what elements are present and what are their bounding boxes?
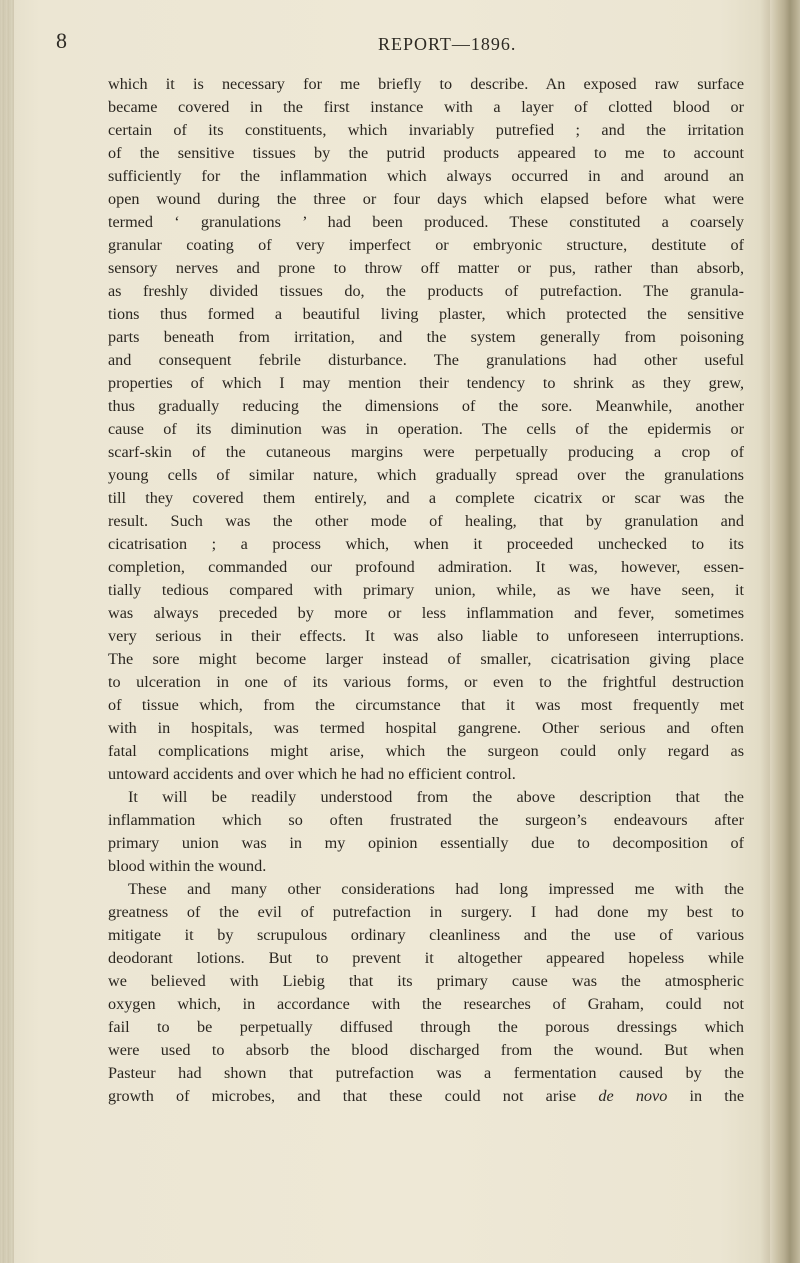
text-line: tially tedious compared with primary union, while, as we have seen, it (108, 581, 744, 599)
text-line: The sore might become larger instead of smaller, cicatrisation giving place (108, 650, 744, 668)
text-line: were used to absorb the blood discharged from the wound. But when (108, 1041, 744, 1059)
text-line: result. Such was the other mode of healing, that by granulation and (108, 512, 744, 530)
text-line: open wound during the three or four days which elapsed before what were (108, 190, 744, 208)
text-line: termed ‘ granulations ’ had been produced. These constituted a coarsely (108, 213, 744, 231)
text-line: to ulceration in one of its various forms, or even to the frightful destruction (108, 673, 744, 691)
text-line: sufficiently for the inflammation which always occurred in and around an (108, 167, 744, 185)
text-line: granular coating of very imperfect or embryonic structure, destitute of (108, 236, 744, 254)
text-line: young cells of similar nature, which gradually spread over the granulations (108, 466, 744, 484)
text-line: sensory nerves and prone to throw off matter or pus, rather than absorb, (108, 259, 744, 277)
text-line: we believed with Liebig that its primary cause was the atmospheric (108, 972, 744, 990)
text-line: cause of its diminution was in operation. The cells of the epidermis or (108, 420, 744, 438)
text-line: became covered in the first instance with a layer of clotted blood or (108, 98, 744, 116)
text-line-final (108, 1085, 744, 1108)
text-line: scarf-skin of the cutaneous margins were perpetually producing a crop of (108, 443, 744, 461)
text-line: certain of its constituents, which invariably putrefied ; and the irritation (108, 121, 744, 139)
text-line: was always preceded by more or less inflammation and fever, sometimes (108, 604, 744, 622)
text-line: deodorant lotions. But to prevent it altogether appeared hopeless while (108, 949, 744, 967)
text-line: and consequent febrile disturbance. The granulations had other useful (108, 351, 744, 369)
page-number: 8 (56, 28, 67, 53)
text-line: fatal complications might arise, which the surgeon could only regard as (108, 742, 744, 760)
final-line-tail: in the (689, 1087, 745, 1105)
text-line: of the sensitive tissues by the putrid products appeared to me to account (108, 144, 744, 162)
paragraph-end-line: blood within the wound. (108, 857, 267, 875)
text-line: cicatrisation ; a process which, when it proceeded unchecked to its (108, 535, 744, 553)
text-line: which it is necessary for me briefly to describe. An exposed raw surface (108, 75, 744, 93)
paragraph-start-line: It will be readily understood from the above description that the (128, 788, 744, 806)
page-edge-shadow (770, 0, 800, 1263)
text-line: fail to be perpetually diffused through the porous dressings which (108, 1018, 744, 1036)
running-head: REPORT—1896. (378, 34, 517, 54)
page-header (56, 28, 756, 58)
text-line: as freshly divided tissues do, the products of putrefaction. The granula- (108, 282, 744, 300)
text-line: very serious in their effects. It was also liable to unforeseen interruptions. (108, 627, 744, 645)
text-line: tions thus formed a beautiful living plaster, which protected the sensitive (108, 305, 744, 323)
text-line: parts beneath from irritation, and the system generally from poisoning (108, 328, 744, 346)
italic-phrase: de novo (598, 1087, 668, 1105)
text-line: mitigate it by scrupulous ordinary cleanliness and the use of various (108, 926, 744, 944)
binding-gutter (0, 0, 14, 1263)
text-line: primary union was in my opinion essentially due to decomposition of (108, 834, 744, 852)
body-text (108, 73, 744, 1108)
paragraph-start-line: These and many other considerations had long impressed me with the (128, 880, 744, 898)
paragraph-end-line: untoward accidents and over which he had no efficient control. (108, 765, 516, 783)
text-line: inflammation which so often frustrated the surgeon’s endeavours after (108, 811, 744, 829)
text-line: completion, commanded our profound admiration. It was, however, essen- (108, 558, 744, 576)
text-line: thus gradually reducing the dimensions of the sore. Meanwhile, another (108, 397, 744, 415)
text-line: properties of which I may mention their tendency to shrink as they grew, (108, 374, 744, 392)
text-line: greatness of the evil of putrefaction in surgery. I had done my best to (108, 903, 744, 921)
text-line: of tissue which, from the circumstance that it was most frequently met (108, 696, 744, 714)
text-line: Pasteur had shown that putrefaction was a fermentation caused by the (108, 1064, 744, 1082)
final-line-text: growth of microbes, and that these could not arise (108, 1087, 577, 1105)
text-line: oxygen which, in accordance with the researches of Graham, could not (108, 995, 744, 1013)
text-line: with in hospitals, was termed hospital gangrene. Other serious and often (108, 719, 744, 737)
text-line: till they covered them entirely, and a complete cicatrix or scar was the (108, 489, 744, 507)
